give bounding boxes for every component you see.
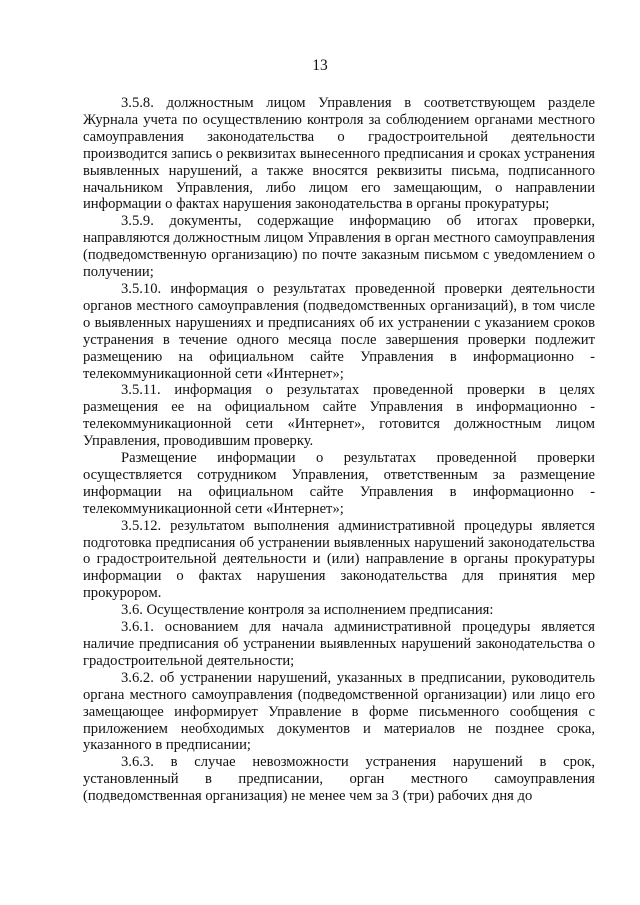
paragraph-publication: Размещение информации о результатах проведенной проверки осуществляется сотрудником Управления, ответственным за размещение информации на официальном сайте Управления в информационно - телекоммуникационной сети «Интернет»;	[83, 450, 595, 517]
page-number: 13	[312, 57, 328, 74]
paragraph-3-6: 3.6. Осуществление контроля за исполнением предписания:	[121, 602, 494, 619]
paragraph-3-6-2: 3.6.2. об устранении нарушений, указанных в предписании, руководитель органа местного самоуправления (подведомственной организации) или лицо его замещающее информирует Управление в форме письменного сообщения с приложением необходимых документов и материалов не позднее срока, указанного в предписании;	[83, 669, 595, 754]
document-body	[83, 95, 595, 805]
paragraph-3-5-10: 3.5.10. информация о результатах проведенной проверки деятельности органов местного самоуправления (подведомственных организаций), в том числе о выявленных нарушениях и предписаниях об их устранении с указанием сроков устранения в течение одного месяца после завершения проверки подлежит размещению на официальном сайте Управления в информационно - телекоммуникационной сети «Интернет»;	[83, 280, 595, 382]
paragraph-3-5-12: 3.5.12. результатом выполнения административной процедуры является подготовка предписания об устранении выявленных нарушений законодательства о градостроительной деятельности и (или) направление в органы прокуратуры информации о фактах нарушения законодательства для принятия мер прокурором.	[83, 517, 595, 602]
paragraph-3-5-11: 3.5.11. информация о результатах проведенной проверки в целях размещения ее на официальном сайте Управления в информационно - телекоммуникационной сети «Интернет», готовится должностным лицом Управления, проводившим проверку.	[83, 382, 595, 450]
paragraph-3-5-9: 3.5.9. документы, содержащие информацию об итогах проверки, направляются должностным лицом Управления в орган местного самоуправления (подведомственную организацию) по почте заказным письмом с уведомлением о получении;	[83, 213, 595, 281]
paragraph-3-5-8: 3.5.8. должностным лицом Управления в соответствующем разделе Журнала учета по осуществлению контроля за соблюдением органами местного самоуправления законодательства о градостроительной деятельности производится запись о реквизитах вынесенного предписания и сроках устранения выявленных нарушений, а также вносятся реквизиты письма, подписанного начальником Управления, либо лицом его замещающим, о направлении информации о фактах нарушения законодательства в органы прокуратуры;	[83, 95, 595, 213]
paragraph-3-6-3: 3.6.3. в случае невозможности устранения нарушений в срок, установленный в предписании, орган местного самоуправления (подведомственная организация) не менее чем за 3 (три) рабочих дня до	[83, 754, 595, 805]
paragraph-3-6-1: 3.6.1. основанием для начала административной процедуры является наличие предписания об устранении выявленных нарушений законодательства о градостроительной деятельности;	[83, 619, 595, 669]
